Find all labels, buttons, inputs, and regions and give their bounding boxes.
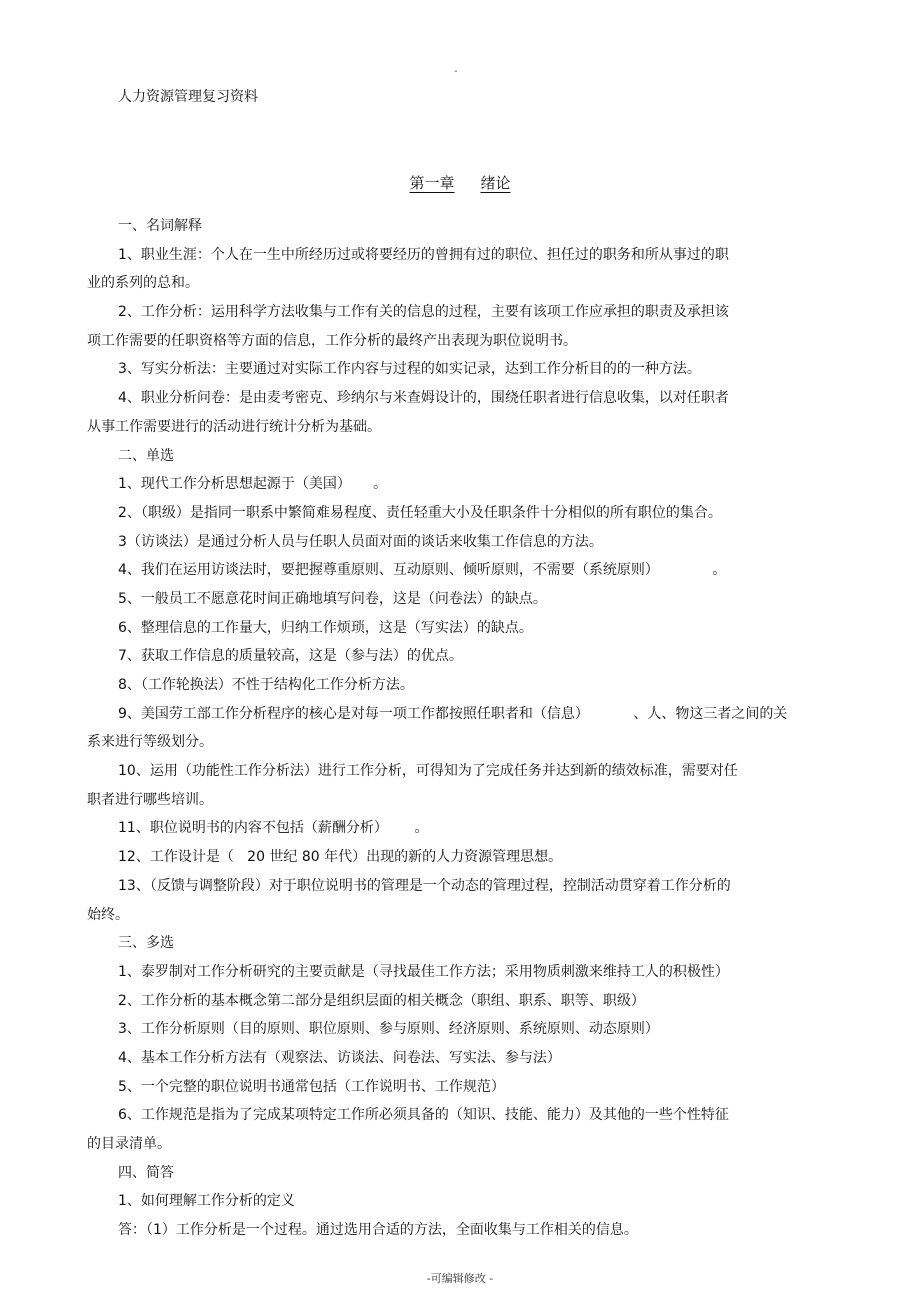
text-line: 项工作需要的任职资格等方面的信息，工作分析的最终产出表现为职位说明书。 <box>87 332 577 349</box>
text-line: 4、职业分析问卷：是由麦考密克、珍纳尔与米查姆设计的，围绕任职者进行信息收集，以对任职者 <box>118 390 729 407</box>
text-line: 1、如何理解工作分析的定义 <box>118 1193 295 1210</box>
text-line: 二、单选 <box>118 447 174 464</box>
text-line: 始终。 <box>87 906 129 923</box>
text-line: 1、现代工作分析思想起源于（美国） 。 <box>118 476 388 493</box>
text-line: 6、整理信息的工作量大，归纳工作烦琐，这是（写实法）的缺点。 <box>118 619 533 636</box>
text-line: 7、获取工作信息的质量较高，这是（参与法）的优点。 <box>118 648 463 665</box>
text-line: 3、写实分析法：主要通过对实际工作内容与过程的如实记录，达到工作分析目的的一种方法。 <box>118 361 701 378</box>
text-line: 的目录清单。 <box>87 1136 171 1152</box>
text-line: 1、泰罗制对工作分析研究的主要贡献是（寻找最佳工作方法；采用物质刺激来维持工人的积极性） <box>118 963 729 980</box>
document-body <box>87 212 827 1245</box>
text-line: 8、（工作轮换法）不性于结构化工作分析方法。 <box>118 677 414 693</box>
header-mark: - <box>454 66 458 77</box>
text-line: 1、职业生涯：个人在一生中所经历过或将要经历的曾拥有过的职位、担任过的职务和所从事过的职 <box>118 246 729 263</box>
text-line: 2、（职级）是指同一职系中繁简难易程度、责任轻重大小及任职条件十分相似的所有职位的集合。 <box>118 504 722 521</box>
page-footer: -可编辑修改 - <box>426 1272 494 1285</box>
text-line: 4、基本工作分析方法有（观察法、访谈法、问卷法、写实法、参与法） <box>118 1049 561 1066</box>
text-line: 5、一个完整的职位说明书通常包括（工作说明书、工作规范） <box>118 1078 505 1095</box>
chapter-number: 第一章 <box>409 174 455 192</box>
text-line: 职者进行哪些培训。 <box>87 791 213 808</box>
chapter-name: 绪论 <box>480 174 511 192</box>
chapter-heading <box>0 172 920 193</box>
text-line: 答：（1）工作分析是一个过程。通过选用合适的方法，全面收集与工作相关的信息。 <box>118 1222 638 1239</box>
text-line: 3（访谈法）是通过分析人员与任职人员面对面的谈话来收集工作信息的方法。 <box>118 533 603 550</box>
text-line: 9、美国劳工部工作分析程序的核心是对每一项工作都按照任职者和（信息） 、人、物这三者之间的关 <box>118 705 788 722</box>
text-line: 从事工作需要进行的活动进行统计分析为基础。 <box>87 418 381 435</box>
text-line: 12、工作设计是（ 20 世纪 80 年代）出现的新的人力资源管理思想。 <box>118 849 563 866</box>
text-line: 三、多选 <box>118 935 174 952</box>
text-line: 4、我们在运用访谈法时，要把握尊重原则、互动原则、倾听原则，不需要（系统原则） 。 <box>118 562 727 579</box>
text-line: 10、运用（功能性工作分析法）进行工作分析，可得知为了完成任务并达到新的绩效标准，需要对任 <box>118 763 738 780</box>
text-line: 11、职位说明书的内容不包括（薪酬分析） 。 <box>118 820 429 837</box>
text-line: 系来进行等级划分。 <box>87 734 213 751</box>
text-line: 5、一般员工不愿意花时间正确地填写问卷，这是（问卷法）的缺点。 <box>118 590 547 607</box>
text-line: 3、工作分析原则（目的原则、职位原则、参与原则、经济原则、系统原则、动态原则） <box>118 1021 659 1038</box>
text-line: 13、（反馈与调整阶段）对于职位说明书的管理是一个动态的管理过程，控制活动贯穿着工作分析的 <box>118 877 731 894</box>
document-title: 人力资源管理复习资料 <box>118 89 258 105</box>
text-line: 2、工作分析：运用科学方法收集与工作有关的信息的过程，主要有该项工作应承担的职责及承担该 <box>118 304 729 321</box>
text-line: 6、工作规范是指为了完成某项特定工作所必须具备的（知识、技能、能力）及其他的一些个性特征 <box>118 1107 729 1124</box>
text-line: 2、工作分析的基本概念第二部分是组织层面的相关概念（职组、职系、职等、职级） <box>118 992 645 1009</box>
text-line: 业的系列的总和。 <box>87 275 199 292</box>
text-line: 一、名词解释 <box>118 218 202 234</box>
text-line: 四、简答 <box>118 1164 174 1181</box>
